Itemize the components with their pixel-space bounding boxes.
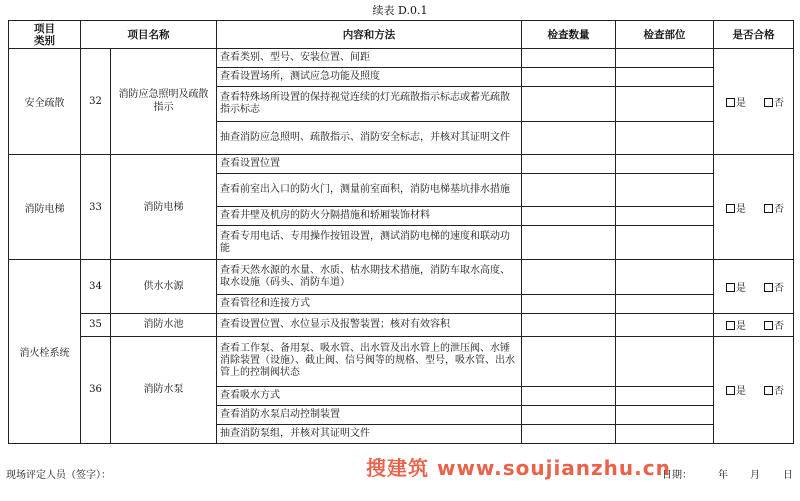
content-cell: 查看类别、型号、安装位置、间距: [217, 49, 522, 68]
category-cell: 安全疏散: [9, 49, 81, 155]
content-cell: 查看工作泵、备用泵、吸水管、出水管及出水管上的泄压阀、水锤消除装置（设施）、截止阀、信号阀等的规格、型号，吸水管、出水管上的控制阀状态: [217, 336, 522, 386]
yes-checkbox[interactable]: [726, 98, 735, 107]
category-cell: 消火栓系统: [9, 260, 81, 444]
table-row: [9, 313, 794, 336]
item-name: 消防水泵: [111, 336, 217, 443]
header-item-name: 项目名称: [81, 21, 217, 49]
no-option[interactable]: [764, 321, 784, 332]
check-qty-cell[interactable]: [522, 386, 616, 405]
content-cell: 查看管径和连接方式: [217, 294, 522, 313]
header-category: 项目 类别: [9, 21, 81, 49]
table-row: [9, 260, 794, 294]
month-label: 月: [750, 470, 760, 481]
category-cell: 消防电梯: [9, 154, 81, 260]
year-label: 年: [718, 470, 728, 481]
no-label: 否: [774, 321, 784, 333]
check-part-cell[interactable]: [616, 336, 714, 386]
qualified-cell: [714, 49, 794, 155]
check-part-cell[interactable]: [616, 294, 714, 313]
yes-label: 是: [736, 321, 746, 333]
no-checkbox[interactable]: [764, 321, 773, 330]
item-number: 32: [81, 49, 111, 155]
check-qty-cell[interactable]: [522, 294, 616, 313]
content-cell: 查看消防水泵启动控制装置: [217, 405, 522, 424]
check-qty-cell[interactable]: [522, 68, 616, 87]
check-qty-cell[interactable]: [522, 49, 616, 68]
content-cell: 查看前室出入口的防火门，测量前室面积，消防电梯基坑排水措施: [217, 173, 522, 206]
table-body: [9, 49, 794, 444]
no-label: 否: [774, 203, 784, 215]
yes-checkbox[interactable]: [726, 386, 735, 395]
yes-option[interactable]: [726, 98, 746, 109]
check-part-cell[interactable]: [616, 121, 714, 154]
content-cell: 查看特殊场所设置的保持视觉连续的灯光疏散指示标志或蓄光疏散指示标志: [217, 87, 522, 121]
check-qty-cell[interactable]: [522, 154, 616, 173]
date-label: 日期：: [662, 470, 692, 481]
check-part-cell[interactable]: [616, 386, 714, 405]
check-qty-cell[interactable]: [522, 121, 616, 154]
no-checkbox[interactable]: [764, 386, 773, 395]
header-content: 内容和方法: [217, 21, 522, 49]
yes-label: 是: [736, 97, 746, 109]
yes-checkbox[interactable]: [726, 321, 735, 330]
content-cell: 查看天然水源的水量、水质、枯水期技术措施，消防车取水高度、取水设施（码头、消防车道）: [217, 260, 522, 294]
check-part-cell[interactable]: [616, 68, 714, 87]
no-checkbox[interactable]: [764, 98, 773, 107]
check-part-cell[interactable]: [616, 154, 714, 173]
content-cell: 查看专用电话、专用操作按钮设置，测试消防电梯的速度和联动功能: [217, 226, 522, 260]
check-qty-cell[interactable]: [522, 260, 616, 294]
qualified-cell: [714, 313, 794, 336]
item-number: 33: [81, 154, 111, 260]
check-qty-cell[interactable]: [522, 313, 616, 336]
content-cell: 抽查消防泵组，并核对其证明文件: [217, 424, 522, 443]
yes-checkbox[interactable]: [726, 283, 735, 292]
check-part-cell[interactable]: [616, 260, 714, 294]
no-checkbox[interactable]: [764, 204, 773, 213]
table-row: [9, 336, 794, 386]
yes-checkbox[interactable]: [726, 204, 735, 213]
check-part-cell[interactable]: [616, 49, 714, 68]
item-number: 36: [81, 336, 111, 443]
yes-label: 是: [736, 283, 746, 295]
yes-label: 是: [736, 203, 746, 215]
check-qty-cell[interactable]: [522, 424, 616, 443]
item-number: 35: [81, 313, 111, 336]
no-label: 否: [774, 283, 784, 295]
no-checkbox[interactable]: [764, 283, 773, 292]
content-cell: 查看设置位置、水位显示及报警装置；核对有效容积: [217, 313, 522, 336]
qualified-cell: [714, 260, 794, 314]
item-name: 供水水源: [111, 260, 217, 314]
content-cell: 查看吸水方式: [217, 386, 522, 405]
check-qty-cell[interactable]: [522, 336, 616, 386]
assessor-label: 现场评定人员（签字）：: [6, 470, 111, 481]
qualified-cell: [714, 336, 794, 443]
no-label: 否: [774, 386, 784, 398]
no-option[interactable]: [764, 204, 784, 215]
header-row: [9, 21, 794, 49]
no-label: 否: [774, 97, 784, 109]
day-label: 日: [783, 470, 793, 481]
check-part-cell[interactable]: [616, 206, 714, 225]
content-cell: 抽查消防应急照明、疏散指示、消防安全标志，并核对其证明文件: [217, 121, 522, 154]
check-qty-cell[interactable]: [522, 206, 616, 225]
watermark: 搜建筑 www.soujianzhu.cn: [366, 456, 671, 480]
check-part-cell[interactable]: [616, 173, 714, 206]
content-cell: 查看设置位置: [217, 154, 522, 173]
check-part-cell[interactable]: [616, 313, 714, 336]
check-qty-cell[interactable]: [522, 173, 616, 206]
header-qualified: 是否合格: [714, 21, 794, 49]
yes-option[interactable]: [726, 283, 746, 294]
yes-option[interactable]: [726, 204, 746, 215]
no-option[interactable]: [764, 283, 784, 294]
no-option[interactable]: [764, 386, 784, 397]
item-name: 消防水池: [111, 313, 217, 336]
check-part-cell[interactable]: [616, 424, 714, 443]
check-part-cell[interactable]: [616, 405, 714, 424]
yes-label: 是: [736, 386, 746, 398]
no-option[interactable]: [764, 98, 784, 109]
item-name: 消防电梯: [111, 154, 217, 260]
check-qty-cell[interactable]: [522, 87, 616, 121]
check-part-cell[interactable]: [616, 87, 714, 121]
yes-option[interactable]: [726, 321, 746, 332]
item-name: 消防应急照明及疏散指示: [111, 49, 217, 155]
table-row: [9, 49, 794, 68]
qualified-cell: [714, 154, 794, 260]
item-number: 34: [81, 260, 111, 314]
content-cell: 查看井壁及机房的防火分隔措施和轿厢装饰材料: [217, 206, 522, 225]
check-qty-cell[interactable]: [522, 405, 616, 424]
yes-option[interactable]: [726, 386, 746, 397]
check-part-cell[interactable]: [616, 226, 714, 260]
inspection-table: [8, 20, 794, 444]
table-caption: 续表 D.0.1: [372, 4, 428, 17]
content-cell: 查看设置场所，测试应急功能及照度: [217, 68, 522, 87]
header-check-part: 检查部位: [616, 21, 714, 49]
header-check-qty: 检查数量: [522, 21, 616, 49]
check-qty-cell[interactable]: [522, 226, 616, 260]
table-row: [9, 154, 794, 173]
